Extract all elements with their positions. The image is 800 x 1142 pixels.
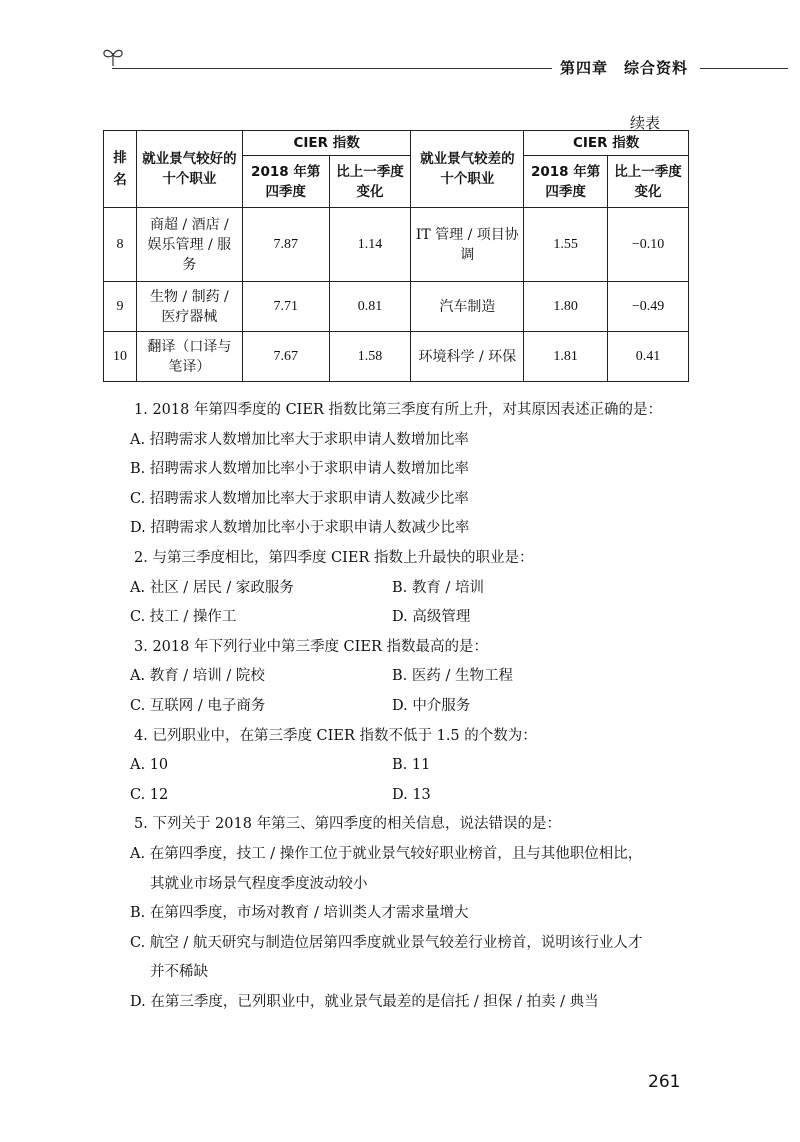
option-b: B. 11 [392,757,431,774]
option-row [130,751,710,781]
continued-label: 续表 [630,114,661,132]
option-c: C. 招聘需求人数增加比率大于求职申请人数减少比率 [130,490,469,507]
bad-change-cell: −0.10 [608,208,689,282]
option-b: B. 教育 / 培训 [392,579,484,596]
bad-job-cell: IT 管理 / 项目协调 [411,208,524,282]
good-change-cell: 0.81 [329,282,411,332]
question-list [130,396,710,1017]
header-title [560,57,688,78]
good-change-cell: 1.14 [329,208,411,282]
option-row [130,692,710,722]
table-row [104,208,689,282]
option-c: C. 技工 / 操作工 [130,609,237,626]
option-d: D. 13 [392,786,431,803]
option-b: B. 在第四季度，市场对教育 / 培训类人才需求量增大 [130,905,469,922]
option-c: C. 航空 / 航天研究与制造位居第四季度就业景气较差行业榜首，说明该行业人才 [130,934,643,951]
question-stem: 1. 2018 年第四季度的 CIER 指数比第三季度有所上升，对其原因表述正确的是： [134,402,662,418]
leaf-ornament-icon [100,44,126,70]
option-a: A. 社区 / 居民 / 家政服务 [130,579,294,596]
good-job-cell: 生物 / 制药 / 医疗器械 [136,282,242,332]
option-a: A. 10 [130,757,169,774]
question-stem: 3. 2018 年下列行业中第三季度 CIER 指数最高的是： [134,638,488,655]
page-number: 261 [648,1072,681,1092]
chapter-label: 第四章 [560,59,609,77]
good-index-cell: 7.87 [242,208,329,282]
question-stem: 4. 已列职业中，在第三季度 CIER 指数不低于 1.5 的个数为： [134,727,537,744]
cier-table [103,130,689,382]
option-row [130,574,710,604]
page-header [0,0,800,90]
option-a: A. 招聘需求人数增加比率大于求职申请人数增加比率 [130,431,469,448]
option-a-continued: 其就业市场景气程度季度波动较小 [150,875,368,892]
good-job-cell: 翻译（口译与笔译） [136,332,242,382]
option-c: C. 12 [130,786,169,803]
bad-index-cell: 1.80 [524,282,608,332]
question-stem: 2. 与第三季度相比，第四季度 CIER 指数上升最快的职业是： [134,549,534,566]
option-d: D. 招聘需求人数增加比率小于求职申请人数减少比率 [130,520,470,537]
header-q4-good: 2018 年第四季度 [242,156,329,208]
option-b: B. 招聘需求人数增加比率小于求职申请人数增加比率 [130,461,469,478]
option-row [130,603,710,633]
good-change-cell: 1.58 [329,332,411,382]
option-row [130,781,710,811]
good-job-cell: 商超 / 酒店 / 娱乐管理 / 服务 [136,208,242,282]
bad-index-cell: 1.81 [524,332,608,382]
bad-change-cell: −0.49 [608,282,689,332]
option-a: A. 在第四季度，技工 / 操作工位于就业景气较好职业榜首，且与其他职位相比， [130,845,643,862]
bad-job-cell: 汽车制造 [411,282,524,332]
header-rule-left [112,68,552,69]
header-rank: 排名 [104,131,137,208]
header-change-bad: 比上一季度变化 [608,156,689,208]
good-index-cell: 7.67 [242,332,329,382]
rank-cell: 10 [104,332,137,382]
table-row [104,282,689,332]
option-row [130,662,710,692]
option-d: D. 高级管理 [392,609,471,626]
header-rule-right [700,68,788,69]
option-a: A. 教育 / 培训 / 院校 [130,668,265,685]
option-d: D. 中介服务 [392,697,471,714]
good-index-cell: 7.71 [242,282,329,332]
header-cier-index-bad: CIER 指数 [524,131,689,156]
option-d: D. 在第三季度，已列职业中，就业景气最差的是信托 / 担保 / 拍卖 / 典当 [130,993,599,1010]
option-c: C. 互联网 / 电子商务 [130,697,266,714]
bad-index-cell: 1.55 [524,208,608,282]
bad-change-cell: 0.41 [608,332,689,382]
header-bad-jobs: 就业景气较差的十个职业 [411,131,524,208]
rank-cell: 9 [104,282,137,332]
bad-job-cell: 环境科学 / 环保 [411,332,524,382]
section-label: 综合资料 [624,59,689,77]
option-b: B. 医药 / 生物工程 [392,668,513,685]
header-change-good: 比上一季度变化 [329,156,411,208]
rank-cell: 8 [104,208,137,282]
header-good-jobs: 就业景气较好的十个职业 [136,131,242,208]
header-cier-index-good: CIER 指数 [242,131,411,156]
header-q4-bad: 2018 年第四季度 [524,156,608,208]
option-c-continued: 并不稀缺 [150,964,208,981]
table-row [104,332,689,382]
question-stem: 5. 下列关于 2018 年第三、第四季度的相关信息，说法错误的是： [134,816,562,833]
